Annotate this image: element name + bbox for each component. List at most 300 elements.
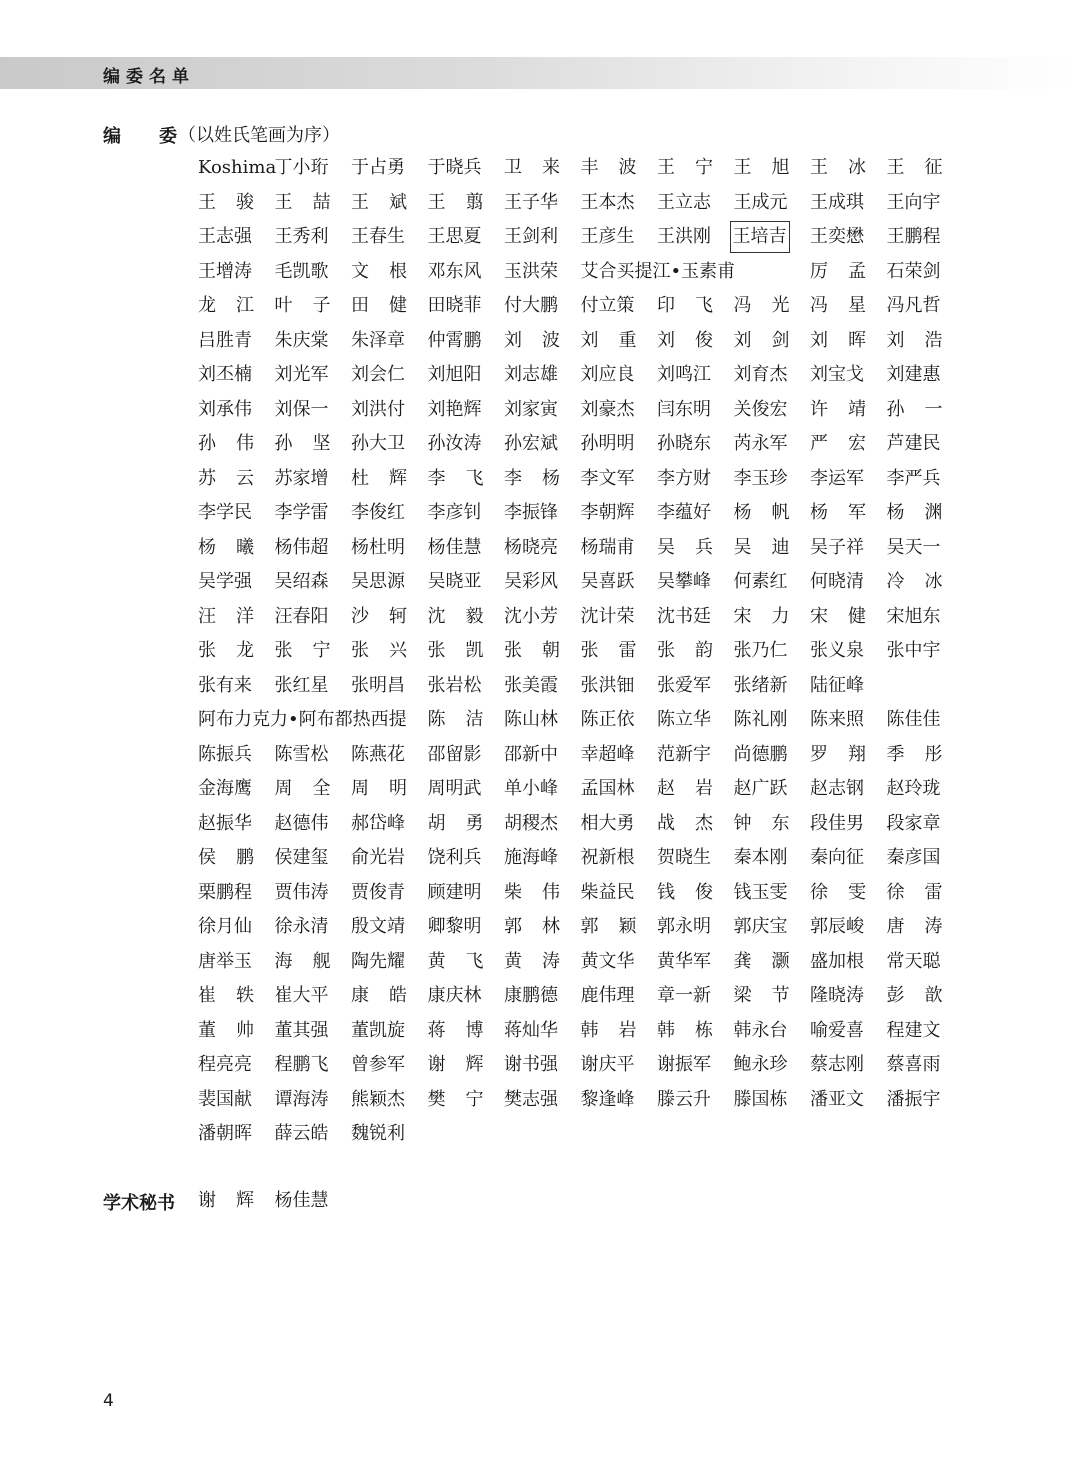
editor-name: 王成元: [733, 191, 788, 213]
editor-name: 沈小芳: [504, 605, 558, 627]
editor-name: 贾伟涛: [274, 881, 329, 903]
editor-name: 王翦: [427, 191, 504, 213]
editor-name: 孙伟: [198, 433, 274, 454]
editor-name: 卿黎明: [427, 916, 482, 937]
editor-name: 董凯旋: [351, 1019, 405, 1041]
editor-name: 邵新中: [504, 743, 558, 765]
editor-name: 董帅: [198, 1019, 274, 1041]
editor-name: 秦彦国: [886, 847, 941, 868]
editor-name: 黎逢峰: [580, 1088, 635, 1110]
editor-name: 韩岩: [580, 1019, 657, 1041]
editor-name: 丰波: [580, 157, 657, 178]
editor-name: 苏云: [198, 467, 274, 489]
editor-name: 杨帆: [733, 502, 810, 523]
editor-name: 蔡志刚: [810, 1054, 864, 1075]
editor-name: 施海峰: [504, 847, 558, 868]
editor-name: 季彤: [886, 743, 963, 765]
editor-name: 钟东: [733, 812, 810, 834]
editor-name: 徐月仙: [198, 916, 252, 937]
editor-name: 王增涛: [198, 260, 252, 282]
editor-row: [198, 360, 958, 395]
secretary-name: 杨佳慧: [274, 1190, 329, 1211]
editor-row: [198, 602, 958, 637]
editor-name: 侯建玺: [274, 847, 329, 868]
editor-name: 刘晖: [810, 329, 886, 351]
editor-name: 杨杜明: [351, 536, 405, 558]
editor-name: 刘鸣江: [657, 364, 711, 385]
editor-name: 李运军: [810, 467, 864, 489]
editor-name: 龙江: [198, 295, 274, 316]
editor-name: 王子华: [504, 191, 558, 213]
editor-name: 张中宇: [886, 640, 941, 661]
editor-name: 王宁: [657, 157, 733, 178]
editor-name: 李朝辉: [580, 502, 635, 523]
editor-name: 刘建惠: [886, 364, 941, 385]
editor-name: 于占勇: [351, 157, 405, 178]
editor-name: 陈雪松: [274, 743, 329, 765]
editor-name: 王喆: [274, 191, 351, 213]
editor-name: 吴天一: [886, 536, 941, 558]
editor-name: 熊颖杰: [351, 1088, 405, 1110]
editor-name: 赵振华: [198, 812, 252, 834]
editor-name: 李玉珍: [733, 467, 788, 489]
editor-row: [198, 257, 958, 292]
editor-name: 单小峰: [504, 778, 558, 799]
editor-name: 刘保一: [274, 398, 329, 420]
editor-name: 王剑利: [504, 226, 558, 247]
editor-row: [198, 1119, 958, 1154]
editor-name: 朱庆棠: [274, 329, 329, 351]
editor-name: 吴子祥: [810, 536, 864, 558]
editor-name: 郭永明: [657, 916, 711, 937]
editor-name: 谢振军: [657, 1054, 711, 1075]
editor-name: 杨晓亮: [504, 536, 558, 558]
editor-name: 郭庆宝: [733, 916, 788, 937]
editor-name: 崔轶: [198, 985, 274, 1006]
editor-name: 刘洪付: [351, 398, 405, 420]
editor-name: 王鹏程: [886, 226, 941, 247]
editor-name: 张义泉: [810, 640, 864, 661]
editor-name: 柴伟: [504, 881, 580, 903]
editor-name: 刘志雄: [504, 364, 558, 385]
editor-name: 胡勇: [427, 812, 504, 834]
editor-name: 孙汝涛: [427, 433, 482, 454]
editor-name: 艾合买提江•玉素甫: [580, 260, 736, 282]
editor-name: 邵留影: [427, 743, 482, 765]
editor-name: 陆征峰: [810, 674, 864, 696]
editor-name: 韩栋: [657, 1019, 733, 1041]
editor-name: 刘会仁: [351, 364, 405, 385]
editor-name: 陈燕花: [351, 743, 405, 765]
editor-name: 冯光: [733, 295, 810, 316]
editor-name: 康皓: [351, 985, 427, 1006]
editor-name: 滕云升: [657, 1088, 711, 1110]
editor-name: 段家章: [886, 812, 941, 834]
editor-name: 张有来: [198, 674, 252, 696]
editor-name: 徐雯: [810, 881, 886, 903]
editor-name: 范新宇: [657, 743, 711, 765]
editor-name: 贺晓生: [657, 847, 711, 868]
editor-name: 张凯: [427, 640, 504, 661]
editor-name: 严宏: [810, 433, 886, 454]
editor-name: 赵德伟: [274, 812, 329, 834]
editor-name: 孟国林: [580, 778, 635, 799]
editor-name: 芮永军: [733, 433, 788, 454]
editor-name: 海舰: [274, 950, 351, 972]
editor-name: 刘应良: [580, 364, 635, 385]
editor-name: 沈书廷: [657, 605, 711, 627]
editor-name: 王立志: [657, 191, 711, 213]
secretary-label: 学术秘书: [103, 1193, 175, 1214]
editor-name: 黄华军: [657, 950, 711, 972]
editor-name: 李方财: [657, 467, 711, 489]
editor-name: 杨曦: [198, 536, 274, 558]
editor-name: 吴兵: [657, 536, 733, 558]
editor-name: 张岩松: [427, 674, 482, 696]
editor-name: 赵玲珑: [886, 778, 941, 799]
editor-name: 陈振兵: [198, 743, 252, 765]
editor-name: 魏锐利: [351, 1123, 405, 1144]
editor-name: 樊志强: [504, 1088, 558, 1110]
editor-name: 沙轲: [351, 605, 427, 627]
editor-name: 程建文: [886, 1019, 941, 1041]
editor-name: 宋旭东: [886, 605, 941, 627]
editor-name: 张绪新: [733, 674, 788, 696]
editor-name: 王成琪: [810, 191, 864, 213]
editor-name: 吕胜青: [198, 329, 252, 351]
editor-name: 钱玉雯: [733, 881, 788, 903]
editor-name: 秦本刚: [733, 847, 788, 868]
editor-name: 张明昌: [351, 674, 405, 696]
editor-name: 章一新: [657, 985, 711, 1006]
editor-name: 徐雷: [886, 881, 963, 903]
editor-name: 张爱军: [657, 674, 711, 696]
editor-name: 李俊红: [351, 502, 405, 523]
editor-row: [198, 740, 963, 775]
editor-name: 康鹏德: [504, 985, 558, 1006]
editor-name: 金海鹰: [198, 778, 252, 799]
editor-name: 刘宝戈: [810, 364, 864, 385]
editor-name: 郭林: [504, 916, 580, 937]
editor-name: 吴思源: [351, 571, 405, 592]
editor-name: 李学民: [198, 502, 252, 523]
editor-name: 田晓菲: [427, 295, 482, 316]
editor-name: 陶先耀: [351, 950, 405, 972]
editor-name: 周明武: [427, 778, 482, 799]
editor-name: 裴国献: [198, 1088, 252, 1110]
editor-name: 许靖: [810, 398, 886, 420]
page-number: 4: [103, 1391, 114, 1411]
editor-row: [198, 395, 963, 430]
editor-name: 朱泽章: [351, 329, 405, 351]
editors-label-char-2: 委: [159, 126, 177, 147]
editor-name: 程亮亮: [198, 1054, 252, 1075]
editor-name: 杨军: [810, 502, 886, 523]
editor-name: 唐举玉: [198, 950, 252, 972]
editor-name: 周全: [274, 778, 351, 799]
editor-name: 杨佳慧: [427, 536, 482, 558]
editor-name: 李飞: [427, 467, 504, 489]
editor-name: 杨伟超: [274, 536, 329, 558]
editor-name: 卫来: [504, 157, 580, 178]
editor-name: 赵广跃: [733, 778, 788, 799]
editor-name: 战杰: [657, 812, 733, 834]
editor-name: 张红星: [274, 674, 329, 696]
editor-name: 王洪刚: [657, 226, 711, 247]
editor-name: 王骏: [198, 191, 274, 213]
editor-name: 文根: [351, 260, 427, 282]
editor-name: 崔大平: [274, 985, 329, 1006]
editor-name: 潘振宇: [886, 1088, 941, 1110]
editor-row: [198, 188, 958, 223]
editor-row: [198, 671, 958, 706]
editor-name: 杨渊: [886, 502, 963, 523]
editor-name: 王春生: [351, 226, 405, 247]
editor-name: 王向宇: [886, 191, 941, 213]
editor-name: 梁节: [733, 985, 810, 1006]
editor-name: 秦向征: [810, 847, 864, 868]
editor-name: 刘艳辉: [427, 398, 482, 420]
editor-row: [198, 981, 963, 1016]
editor-name: 吴迪: [733, 536, 810, 558]
editor-name: 关俊宏: [733, 398, 788, 420]
editor-row: [198, 912, 963, 947]
editor-name: 刘光军: [274, 364, 329, 385]
editor-name: 郝岱峰: [351, 812, 405, 834]
editor-name: 李彦钊: [427, 502, 482, 523]
ordering-note: （以姓氏笔画为序）: [178, 125, 340, 146]
editor-name: 邓东风: [427, 260, 482, 282]
editor-name: 王冰: [810, 157, 886, 178]
editor-name: 王征: [886, 157, 963, 178]
editor-name: 刘俊: [657, 329, 733, 351]
editor-name: 樊宁: [427, 1088, 504, 1110]
editor-name: 饶利兵: [427, 847, 482, 868]
editor-name: 吴攀峰: [657, 571, 711, 592]
editor-name: 仲霄鹏: [427, 329, 482, 351]
editor-name: 谭海涛: [274, 1088, 329, 1110]
editor-name: 滕国栋: [733, 1088, 788, 1110]
editor-name: 俞光岩: [351, 847, 405, 868]
editor-row: [198, 326, 963, 361]
editor-name: 陈立华: [657, 709, 711, 730]
editor-name: 韩永台: [733, 1019, 788, 1041]
editor-name: 王斌: [351, 191, 427, 213]
editor-name: 张雷: [580, 640, 657, 661]
editor-name: 尚德鹏: [733, 743, 788, 765]
editor-name: 彭歆: [886, 985, 963, 1006]
editor-name: 蒋博: [427, 1019, 504, 1041]
editor-name: 吴学强: [198, 571, 252, 592]
editor-name: 芦建民: [886, 433, 941, 454]
editor-name: 付立策: [580, 295, 635, 316]
editor-name: 杨瑞甫: [580, 536, 635, 558]
editor-name: 曾参军: [351, 1054, 405, 1075]
editor-name: 于晓兵: [427, 157, 482, 178]
editor-name: 闫东明: [657, 398, 711, 420]
editor-name: 刘浩: [886, 329, 963, 351]
editor-row: [198, 222, 958, 257]
editor-row: [198, 1085, 958, 1120]
editor-row: [198, 153, 963, 188]
editor-name: 厉孟: [810, 260, 886, 282]
editor-name: 龚灏: [733, 950, 810, 972]
editor-name: 印飞: [657, 295, 733, 316]
editor-name: 郭颖: [580, 916, 657, 937]
editor-name: 孙一: [886, 398, 963, 420]
editor-name: 潘亚文: [810, 1088, 864, 1110]
editor-name: 玉洪荣: [504, 260, 558, 282]
editor-name: 刘育杰: [733, 364, 788, 385]
editor-name: 张韵: [657, 640, 733, 661]
editor-name: 沈毅: [427, 605, 504, 627]
editor-name: 胡稷杰: [504, 812, 558, 834]
editor-name: 刘重: [580, 329, 657, 351]
editor-name: 唐涛: [886, 916, 963, 937]
editor-row: [198, 498, 963, 533]
editor-name: 潘朝晖: [198, 1123, 252, 1144]
editor-name: 张宁: [274, 640, 351, 661]
editor-name: 鹿伟理: [580, 985, 635, 1006]
editor-name: 谢庆平: [580, 1054, 635, 1075]
editor-name: 相大勇: [580, 812, 635, 834]
editor-name: 罗翔: [810, 743, 886, 765]
editor-name: 孙晓东: [657, 433, 711, 454]
editor-name: 吴喜跃: [580, 571, 635, 592]
editor-name: 段佳男: [810, 812, 864, 834]
editor-name: 张兴: [351, 640, 427, 661]
editor-row: [198, 429, 958, 464]
editor-name: 陈正依: [580, 709, 635, 730]
editor-name: 毛凯歌: [274, 260, 329, 282]
editor-name: 叶子: [274, 295, 351, 316]
editor-name: 陈礼刚: [733, 709, 788, 730]
editor-name: 孙坚: [274, 433, 351, 454]
editor-name: 孙明明: [580, 433, 635, 454]
editor-name: 汪春阳: [274, 605, 329, 627]
editor-name: 冯星: [810, 295, 886, 316]
editor-name: 李振锋: [504, 502, 558, 523]
editor-row: [198, 533, 958, 568]
editor-name: 赵岩: [657, 778, 733, 799]
editor-name: 孙宏斌: [504, 433, 558, 454]
editor-name: 盛加根: [810, 950, 864, 972]
editor-name: Koshima: [198, 157, 277, 178]
editor-name: 祝新根: [580, 847, 635, 868]
editor-name: 康庆林: [427, 985, 482, 1006]
editor-name: 王彦生: [580, 226, 635, 247]
editor-row: [198, 291, 958, 326]
editor-name: 李严兵: [886, 467, 941, 489]
editor-name: 陈佳佳: [886, 709, 941, 730]
editor-row: [198, 1050, 958, 1085]
editor-name: 石荣剑: [886, 260, 941, 282]
editor-name: 汪洋: [198, 605, 274, 627]
editor-name: 王奕懋: [810, 226, 864, 247]
editor-name: 冷冰: [886, 571, 963, 592]
editor-name: 栗鹏程: [198, 881, 252, 903]
editor-row: [198, 774, 958, 809]
editor-name: 王志强: [198, 226, 252, 247]
editor-row: [198, 705, 958, 740]
editor-name: 杜辉: [351, 467, 427, 489]
editor-name: 陈洁: [427, 709, 504, 730]
editor-name: 刘剑: [733, 329, 810, 351]
editor-name: 张洪钿: [580, 674, 635, 696]
editor-row: [198, 567, 963, 602]
editor-name: 何素红: [733, 571, 788, 592]
editor-row: [198, 809, 958, 844]
editor-name: 何晓清: [810, 571, 864, 592]
editor-name: 刘承伟: [198, 398, 252, 420]
editor-name: 王思夏: [427, 226, 482, 247]
editor-name: 宋健: [810, 605, 886, 627]
editor-name: 薛云皓: [274, 1123, 329, 1144]
editor-name: 丁小珩: [274, 157, 329, 178]
editor-name: 田健: [351, 295, 427, 316]
editor-name: 谢书强: [504, 1054, 558, 1075]
editor-name: 柴益民: [580, 881, 635, 903]
editor-row: [198, 636, 958, 671]
editor-name: 周明: [351, 778, 427, 799]
editor-name: 黄飞: [427, 950, 504, 972]
editor-name: 张龙: [198, 640, 274, 661]
editor-name: 幸超峰: [580, 743, 635, 765]
editor-name: 李蕴好: [657, 502, 711, 523]
editor-name: 李学雷: [274, 502, 329, 523]
editor-name: 吴绍森: [274, 571, 329, 592]
editor-name: 沈计荣: [580, 605, 635, 627]
editor-name: 刘波: [504, 329, 580, 351]
editor-name: 顾建明: [427, 881, 482, 903]
editors-label-char-1: 编: [103, 126, 121, 147]
editor-row: [198, 1016, 958, 1051]
editor-name: 吴晓亚: [427, 571, 482, 592]
editor-row: [198, 464, 958, 499]
editor-name: 郭辰峻: [810, 916, 864, 937]
editor-name: 王旭: [733, 157, 810, 178]
editor-name: 刘豪杰: [580, 398, 635, 420]
editor-name: 陈来照: [810, 709, 864, 730]
editor-name: 蒋灿华: [504, 1019, 558, 1041]
editor-name: 谢辉: [427, 1054, 504, 1075]
editor-name: 张朝: [504, 640, 580, 661]
editor-name: 王本杰: [580, 191, 635, 213]
editor-name: 隆晓涛: [810, 985, 864, 1006]
editor-name: 蔡喜雨: [886, 1054, 941, 1075]
editor-name: 苏家增: [274, 467, 329, 489]
secretary-name: 谢辉: [198, 1190, 274, 1211]
editor-row: [198, 843, 958, 878]
editor-row: [198, 947, 958, 982]
editor-name: 黄文华: [580, 950, 635, 972]
editor-name: 付大鹏: [504, 295, 558, 316]
editor-name: 张乃仁: [733, 640, 788, 661]
editor-name: 程鹏飞: [274, 1054, 329, 1075]
secretary-name-list: [198, 1186, 498, 1216]
editor-name: 宋力: [733, 605, 810, 627]
page-header-title: 编委名单: [103, 67, 195, 87]
editor-name: 王秀利: [274, 226, 329, 247]
editor-name: 李杨: [504, 467, 580, 489]
editor-name: 常天聪: [886, 950, 941, 972]
editor-name: 贾俊青: [351, 881, 405, 903]
editor-name: 钱俊: [657, 881, 733, 903]
editor-name: 刘旭阳: [427, 364, 482, 385]
editor-name-list: [198, 153, 963, 1154]
editor-name: 殷文靖: [351, 916, 405, 937]
editor-name: 董其强: [274, 1019, 329, 1041]
